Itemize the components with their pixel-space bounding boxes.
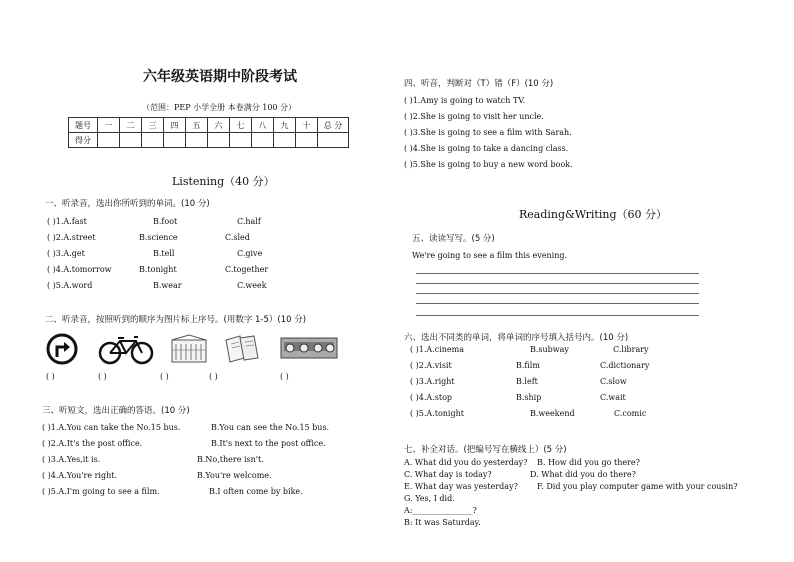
list-item — [410, 345, 464, 354]
item-number[interactable]: ( )1. — [410, 345, 427, 354]
list-item — [47, 217, 87, 226]
list-item — [47, 265, 112, 274]
score-cell: 二 — [120, 118, 142, 133]
list-item — [410, 377, 455, 386]
page-subtitle: （范围：PEP 小学全册 本卷满分 100 分） — [142, 103, 297, 112]
writing-line[interactable] — [416, 273, 699, 274]
section1-title: 一、听录音，选出你所听到的单词。(10 分) — [45, 199, 210, 209]
item-number[interactable]: ( )4. — [47, 265, 64, 274]
option-b: B.subway — [530, 345, 569, 354]
score-blank[interactable] — [98, 133, 120, 148]
option-a: A.tonight — [426, 409, 464, 418]
option-c: C.dictionary — [600, 361, 650, 370]
option-b: B.No,there isn't. — [197, 455, 264, 464]
section7-title: 七、补全对话。(把编号写在横线上）(5 分) — [404, 445, 567, 455]
score-blank[interactable] — [274, 133, 296, 148]
section6-title: 六、选出不同类的单词，将单词的序号填入括号内。(10 分) — [404, 333, 629, 343]
dialogue-option: C. What day is today? — [404, 470, 492, 479]
list-item: ( )5.She is going to buy a new word book. — [404, 160, 573, 169]
option-a: A.Yes,it is. — [58, 455, 101, 464]
option-c: C.comic — [614, 409, 647, 418]
bicycle-icon — [98, 333, 154, 365]
writing-line[interactable] — [416, 283, 699, 284]
option-c: C.give — [237, 249, 263, 258]
score-cell: 六 — [208, 118, 230, 133]
picture-blank[interactable]: ( ) — [209, 372, 218, 381]
item-number[interactable]: ( )4. — [42, 471, 59, 480]
option-a: A.right — [426, 377, 455, 386]
dialogue-line-a[interactable]: A:_______________? — [404, 506, 477, 515]
section3-title: 三、听短文，选出正确的答语。(10 分) — [42, 406, 190, 416]
score-cell: 三 — [142, 118, 164, 133]
list-item — [47, 281, 92, 290]
writing-line[interactable] — [416, 293, 699, 294]
score-cell: 九 — [274, 118, 296, 133]
option-a: A.get — [63, 249, 85, 258]
option-a: A.street — [63, 233, 96, 242]
dialogue-option: D. What did you do there? — [530, 470, 636, 479]
list-item — [410, 361, 452, 370]
score-cell: 十 — [296, 118, 318, 133]
item-number[interactable]: ( )1. — [47, 217, 64, 226]
section5-title: 五、读读写写。(5 分) — [412, 234, 495, 244]
list-item — [42, 487, 160, 496]
score-blank[interactable] — [318, 133, 349, 148]
score-cell: 题号 — [69, 118, 98, 133]
score-cell: 七 — [230, 118, 252, 133]
option-b: B.weekend — [530, 409, 575, 418]
list-item: ( )4.She is going to take a dancing class. — [404, 144, 569, 153]
copy-sentence: We're going to see a film this evening. — [412, 251, 568, 260]
score-blank[interactable] — [186, 133, 208, 148]
score-cell: 五 — [186, 118, 208, 133]
list-item — [410, 409, 464, 418]
option-b: B.You can see the No.15 bus. — [211, 423, 330, 432]
score-blank[interactable] — [142, 133, 164, 148]
option-b: B.wear — [153, 281, 182, 290]
option-a: A.You're right. — [58, 471, 118, 480]
option-a: A.cinema — [426, 345, 465, 354]
building-icon — [170, 334, 210, 364]
item-number[interactable]: ( )1. — [42, 423, 59, 432]
score-header-row — [69, 118, 349, 133]
score-blank[interactable] — [230, 133, 252, 148]
listening-heading: Listening（40 分） — [172, 175, 275, 188]
item-number[interactable]: ( )2. — [47, 233, 64, 242]
picture-blank[interactable]: ( ) — [98, 372, 107, 381]
option-c: C.library — [613, 345, 649, 354]
list-item — [410, 393, 452, 402]
list-item — [47, 233, 96, 242]
item-number[interactable]: ( )2. — [42, 439, 59, 448]
list-item — [47, 249, 85, 258]
list-item: ( )1.Amy is going to watch TV. — [404, 96, 526, 105]
score-blank[interactable] — [164, 133, 186, 148]
option-b: B.tell — [153, 249, 175, 258]
section2-title: 二、听录音，按照听到的顺序为图片标上序号。(用数字 1-5）(10 分) — [45, 315, 307, 325]
list-item — [42, 439, 142, 448]
item-number[interactable]: ( )3. — [47, 249, 64, 258]
picture-blank[interactable]: ( ) — [280, 372, 289, 381]
score-value-row — [69, 133, 349, 148]
option-c: C.half — [237, 217, 261, 226]
books-icon — [222, 334, 264, 364]
option-a: A.tomorrow — [63, 265, 112, 274]
option-b: B.foot — [153, 217, 178, 226]
score-cell: 四 — [164, 118, 186, 133]
option-a: A.fast — [63, 217, 87, 226]
option-a: A.I'm going to see a film. — [58, 487, 160, 496]
score-blank[interactable] — [120, 133, 142, 148]
list-item — [42, 471, 117, 480]
dialogue-option: G. Yes, I did. — [404, 494, 455, 503]
item-number[interactable]: ( )5. — [410, 409, 427, 418]
list-item — [42, 423, 180, 432]
option-a: A.It's the post office. — [58, 439, 143, 448]
score-table — [68, 117, 349, 148]
score-cell: 一 — [98, 118, 120, 133]
option-c: C.sled — [225, 233, 250, 242]
option-a: A.visit — [426, 361, 452, 370]
section4-title: 四、听音，判断对（T）错（F）(10 分) — [404, 79, 554, 89]
option-b: B.science — [139, 233, 178, 242]
item-number[interactable]: ( )3. — [410, 377, 427, 386]
item-number[interactable]: ( )5. — [47, 281, 64, 290]
option-b: B.film — [516, 361, 540, 370]
option-b: B.ship — [516, 393, 542, 402]
option-c: C.wait — [600, 393, 626, 402]
option-b: B.I often come by bike. — [209, 487, 303, 496]
option-a: A.stop — [426, 393, 452, 402]
option-a: A.You can take the No.15 bus. — [58, 423, 181, 432]
dialogue-option: A. What did you do yesterday? — [404, 458, 528, 467]
score-blank[interactable] — [208, 133, 230, 148]
dialogue-option: B. How did you go there? — [537, 458, 640, 467]
list-item: ( )2.She is going to visit her uncle. — [404, 112, 544, 121]
picture-blank[interactable]: ( ) — [46, 372, 55, 381]
score-cell: 八 — [252, 118, 274, 133]
reading-writing-heading: Reading&Writing（60 分） — [519, 208, 667, 221]
dialogue-line-b: B: It was Saturday. — [404, 518, 481, 527]
list-item: ( )3.She is going to see a film with Sarah. — [404, 128, 572, 137]
option-c: C.together — [225, 265, 269, 274]
item-number[interactable]: ( )4. — [410, 393, 427, 402]
option-b: B.tonight — [139, 265, 177, 274]
item-number[interactable]: ( )3. — [42, 455, 59, 464]
turn-right-sign-icon — [45, 333, 81, 365]
score-cell: 得分 — [69, 133, 98, 148]
option-c: C.week — [237, 281, 267, 290]
option-b: B.You're welcome. — [197, 471, 272, 480]
train-icon — [280, 334, 338, 362]
score-blank[interactable] — [252, 133, 274, 148]
dialogue-option: F. Did you play computer game with your cousin? — [537, 482, 738, 491]
score-blank[interactable] — [296, 133, 318, 148]
dialogue-option: E. What day was yesterday? — [404, 482, 518, 491]
writing-line[interactable] — [416, 303, 699, 304]
page-title: 六年级英语期中阶段考试 — [143, 69, 297, 85]
score-cell: 总 分 — [318, 118, 349, 133]
option-b: B.left — [516, 377, 538, 386]
item-number[interactable]: ( )5. — [42, 487, 59, 496]
option-b: B.It's next to the post office. — [211, 439, 326, 448]
list-item — [42, 455, 100, 464]
item-number[interactable]: ( )2. — [410, 361, 427, 370]
writing-line[interactable] — [416, 315, 699, 316]
option-a: A.word — [63, 281, 93, 290]
picture-blank[interactable]: ( ) — [160, 372, 169, 381]
option-c: C.slow — [600, 377, 627, 386]
